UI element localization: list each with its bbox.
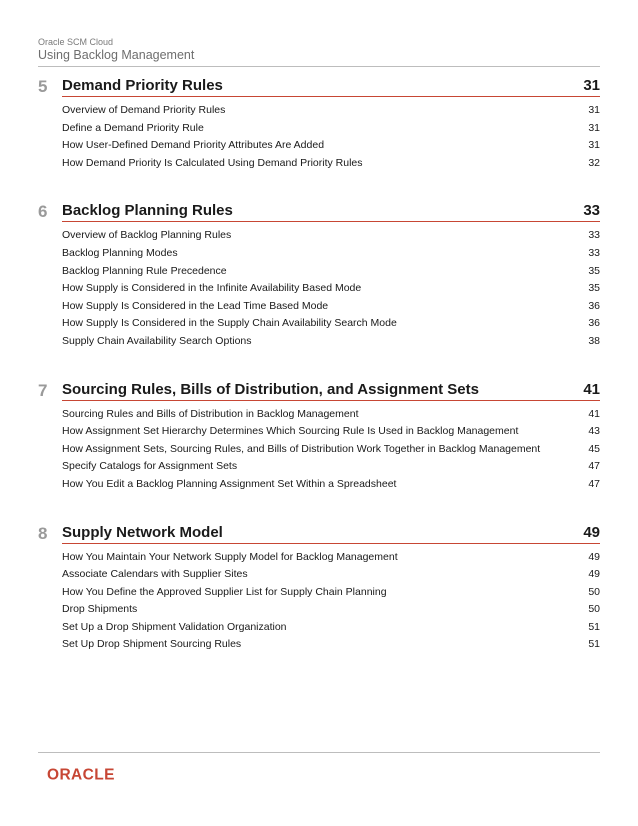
chapter-page-number[interactable]: 41 xyxy=(583,380,600,398)
toc-entry[interactable] xyxy=(62,601,600,619)
toc-entry[interactable] xyxy=(62,227,600,245)
toc-entry[interactable] xyxy=(62,120,600,138)
toc-entry-page[interactable]: 38 xyxy=(588,334,600,347)
toc-entry-page[interactable]: 32 xyxy=(588,156,600,169)
toc-chapter xyxy=(38,200,600,350)
toc-entry-title[interactable]: Set Up a Drop Shipment Validation Organization xyxy=(62,620,287,633)
chapter-title[interactable]: Demand Priority Rules xyxy=(62,77,223,94)
toc-entry-page[interactable]: 50 xyxy=(588,603,600,616)
toc-entry-title[interactable]: How Supply Is Considered in the Lead Time Based Mode xyxy=(62,299,329,312)
toc-entry-page[interactable]: 33 xyxy=(588,229,600,242)
chapter-page-number[interactable]: 31 xyxy=(583,77,600,94)
toc-entry[interactable] xyxy=(62,423,600,441)
chapter-heading[interactable] xyxy=(38,75,600,97)
chapter-number: 5 xyxy=(38,77,48,96)
header-product: Oracle SCM Cloud xyxy=(38,37,114,47)
toc-entry-page[interactable]: 35 xyxy=(588,282,600,295)
header-divider xyxy=(38,66,600,67)
toc-entry[interactable] xyxy=(62,263,600,281)
toc-entry-title[interactable]: How Demand Priority Is Calculated Using Demand Priority Rules xyxy=(62,156,363,169)
toc-entry-page[interactable]: 35 xyxy=(588,264,600,277)
chapter-entries xyxy=(62,544,600,655)
toc-entry[interactable] xyxy=(62,280,600,298)
toc-chapter xyxy=(38,379,600,494)
chapter-heading[interactable] xyxy=(38,522,600,544)
chapter-title[interactable]: Supply Network Model xyxy=(62,523,223,541)
toc-entry-title[interactable]: Backlog Planning Rule Precedence xyxy=(62,264,227,277)
header-title: Using Backlog Management xyxy=(38,48,195,62)
toc-entry-title[interactable]: Define a Demand Priority Rule xyxy=(62,121,204,134)
toc-entry[interactable] xyxy=(62,584,600,602)
toc-entry[interactable] xyxy=(62,636,600,654)
chapter-number: 8 xyxy=(38,523,48,543)
chapter-title[interactable]: Backlog Planning Rules xyxy=(62,202,233,220)
toc-entry[interactable] xyxy=(62,137,600,155)
toc-entry-title[interactable]: Overview of Demand Priority Rules xyxy=(62,104,226,116)
toc-entry-title[interactable]: How Assignment Sets, Sourcing Rules, and Bills of Distribution Work Together in Backlog Management xyxy=(62,442,541,455)
chapter-heading-rule xyxy=(62,380,600,401)
toc-entry[interactable] xyxy=(62,441,600,459)
toc-entry-title[interactable]: Sourcing Rules and Bills of Distribution in Backlog Management xyxy=(62,407,359,420)
chapter-number: 6 xyxy=(38,202,48,222)
toc-entry[interactable] xyxy=(62,333,600,351)
toc-entry-title[interactable]: How You Maintain Your Network Supply Model for Backlog Management xyxy=(62,550,398,563)
toc-entry[interactable] xyxy=(62,315,600,333)
chapter-page-number[interactable]: 49 xyxy=(583,523,600,541)
toc-entry-title[interactable]: Supply Chain Availability Search Options xyxy=(62,334,252,347)
toc-entry[interactable] xyxy=(62,549,600,567)
toc-entry-title[interactable]: Specify Catalogs for Assignment Sets xyxy=(62,460,238,473)
chapter-heading-rule xyxy=(62,201,600,222)
toc-entry[interactable] xyxy=(62,619,600,637)
chapter-heading[interactable] xyxy=(38,200,600,222)
chapter-entries xyxy=(62,97,600,172)
toc-entry-title[interactable]: How User-Defined Demand Priority Attributes Are Added xyxy=(62,139,325,152)
running-header xyxy=(38,37,194,63)
toc-entry[interactable] xyxy=(62,155,600,173)
toc-entry-title[interactable]: Backlog Planning Modes xyxy=(62,246,178,259)
oracle-logo-text: ORACLE xyxy=(47,766,115,783)
toc-entry-page[interactable]: 49 xyxy=(588,568,600,581)
chapter-title[interactable]: Sourcing Rules, Bills of Distribution, and Assignment Sets xyxy=(62,380,479,398)
toc-entry-title[interactable]: Overview of Backlog Planning Rules xyxy=(62,229,232,242)
toc-entry[interactable] xyxy=(62,102,600,120)
toc-entry[interactable] xyxy=(62,458,600,476)
chapter-heading[interactable] xyxy=(38,379,600,401)
toc-entry-title[interactable]: How Assignment Set Hierarchy Determines Which Sourcing Rule Is Used in Backlog Management xyxy=(62,425,519,438)
toc-entry-page[interactable]: 49 xyxy=(588,550,600,563)
chapter-page-number[interactable]: 33 xyxy=(583,202,600,220)
toc-entry-title[interactable]: How Supply Is Considered in the Supply Chain Availability Search Mode xyxy=(62,317,397,330)
toc-entry-title[interactable]: Drop Shipments xyxy=(62,603,138,616)
chapter-heading-rule xyxy=(62,523,600,544)
toc-entry-page[interactable]: 51 xyxy=(588,620,600,633)
chapter-heading-rule xyxy=(62,76,600,97)
chapter-number: 7 xyxy=(38,380,48,400)
toc-entry-page[interactable]: 31 xyxy=(588,121,600,134)
toc-entry[interactable] xyxy=(62,476,600,494)
toc-entry-page[interactable]: 47 xyxy=(588,477,600,490)
chapter-entries xyxy=(62,222,600,350)
toc-entry-page[interactable]: 36 xyxy=(588,317,600,330)
toc-entry[interactable] xyxy=(62,566,600,584)
toc-entry-page[interactable]: 51 xyxy=(588,638,600,651)
toc-entry-page[interactable]: 33 xyxy=(588,246,600,259)
toc-entry-title[interactable]: How You Define the Approved Supplier List for Supply Chain Planning xyxy=(62,585,387,598)
chapter-entries xyxy=(62,401,600,494)
toc-entry[interactable] xyxy=(62,406,600,424)
toc-entry[interactable] xyxy=(62,245,600,263)
toc-entry[interactable] xyxy=(62,298,600,316)
toc-entry-page[interactable]: 47 xyxy=(588,460,600,473)
toc-entry-title[interactable]: How You Edit a Backlog Planning Assignment Set Within a Spreadsheet xyxy=(62,477,397,490)
oracle-logo xyxy=(47,765,123,783)
table-of-contents xyxy=(38,75,600,682)
toc-entry-page[interactable]: 36 xyxy=(588,299,600,312)
toc-chapter xyxy=(38,522,600,655)
toc-entry-title[interactable]: How Supply is Considered in the Infinite Availability Based Mode xyxy=(62,282,362,295)
toc-chapter xyxy=(38,75,600,172)
toc-entry-title[interactable]: Set Up Drop Shipment Sourcing Rules xyxy=(62,638,242,651)
toc-entry-page[interactable]: 50 xyxy=(588,585,600,598)
toc-entry-page[interactable]: 41 xyxy=(588,407,600,420)
toc-entry-title[interactable]: Associate Calendars with Supplier Sites xyxy=(62,568,248,581)
toc-entry-page[interactable]: 31 xyxy=(588,104,600,116)
footer-divider xyxy=(38,752,600,753)
toc-entry-page[interactable]: 45 xyxy=(588,442,600,455)
toc-entry-page[interactable]: 31 xyxy=(588,139,600,152)
toc-entry-page[interactable]: 43 xyxy=(588,425,600,438)
